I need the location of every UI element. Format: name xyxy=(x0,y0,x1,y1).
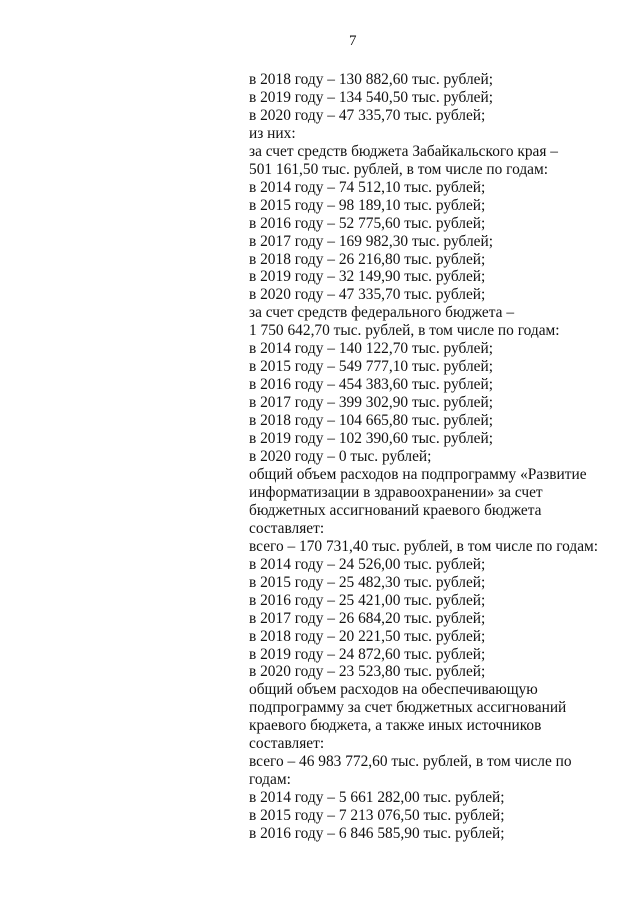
text-line: в 2018 году – 130 882,60 тыс. рублей; xyxy=(249,71,493,88)
text-line: за счет средств бюджета Забайкальского края – xyxy=(249,142,558,160)
text-line: информатизации в здравоохранении» за счет xyxy=(249,483,543,501)
text-line: краевого бюджета, а также иных источников xyxy=(249,717,542,735)
text-line: 1 750 642,70 тыс. рублей, в том числе по годам: xyxy=(249,322,560,340)
text-line: в 2015 году – 98 189,10 тыс. рублей; xyxy=(249,196,486,214)
text-line: общий объем расходов на обеспечивающую xyxy=(249,681,538,699)
text-line: подпрограмму за счет бюджетных ассигнований xyxy=(249,699,567,717)
text-line: в 2017 году – 26 684,20 тыс. рублей; xyxy=(249,609,486,627)
text-line: из них: xyxy=(249,124,296,142)
text-line: в 2018 году – 104 665,80 тыс. рублей; xyxy=(249,412,493,430)
text-line: составляет: xyxy=(249,519,325,537)
text-line: в 2019 году – 24 872,60 тыс. рублей; xyxy=(249,645,486,663)
text-line: в 2014 году – 24 526,00 тыс. рублей; xyxy=(249,555,486,573)
text-line: в 2020 году – 23 523,80 тыс. рублей; xyxy=(249,663,486,681)
page-number: 7 xyxy=(349,33,357,49)
text-line: в 2020 году – 47 335,70 тыс. рублей; xyxy=(249,106,486,124)
text-line: в 2014 году – 74 512,10 тыс. рублей; xyxy=(249,178,486,196)
text-line: в 2017 году – 169 982,30 тыс. рублей; xyxy=(249,232,493,250)
text-line: в 2015 году – 25 482,30 тыс. рублей; xyxy=(249,573,486,591)
text-line: в 2018 году – 26 216,80 тыс. рублей; xyxy=(249,250,486,268)
text-line: в 2020 году – 0 тыс. рублей; xyxy=(249,448,432,466)
text-line: бюджетных ассигнований краевого бюджета xyxy=(249,501,542,519)
text-line: в 2019 году – 32 149,90 тыс. рублей; xyxy=(249,268,486,286)
text-line: за счет средств федерального бюджета – xyxy=(249,304,515,322)
text-line: в 2019 году – 102 390,60 тыс. рублей; xyxy=(249,430,493,448)
text-line: годам: xyxy=(249,771,291,789)
text-line: общий объем расходов на подпрограмму «Развитие xyxy=(249,465,587,483)
text-line: всего – 46 983 772,60 тыс. рублей, в том числе по xyxy=(249,753,572,771)
text-line: в 2017 году – 399 302,90 тыс. рублей; xyxy=(249,394,493,412)
document-body xyxy=(249,71,629,843)
text-line: всего – 170 731,40 тыс. рублей, в том числе по годам: xyxy=(249,537,599,555)
text-line: в 2016 году – 6 846 585,90 тыс. рублей; xyxy=(249,825,505,843)
text-line: в 2016 году – 454 383,60 тыс. рублей; xyxy=(249,376,493,394)
text-line: в 2015 году – 7 213 076,50 тыс. рублей; xyxy=(249,807,505,825)
text-line: в 2016 году – 52 775,60 тыс. рублей; xyxy=(249,214,486,232)
text-line: в 2020 году – 47 335,70 тыс. рублей; xyxy=(249,286,486,304)
text-line: в 2014 году – 5 661 282,00 тыс. рублей; xyxy=(249,789,505,807)
text-line: в 2019 году – 134 540,50 тыс. рублей; xyxy=(249,88,493,106)
text-line: составляет: xyxy=(249,735,325,753)
text-line: в 2015 году – 549 777,10 тыс. рублей; xyxy=(249,358,493,376)
text-line: в 2018 году – 20 221,50 тыс. рублей; xyxy=(249,627,486,645)
text-line: 501 161,50 тыс. рублей, в том числе по годам: xyxy=(249,160,549,178)
text-line: в 2014 году – 140 122,70 тыс. рублей; xyxy=(249,340,493,358)
text-line: в 2016 году – 25 421,00 тыс. рублей; xyxy=(249,591,486,609)
